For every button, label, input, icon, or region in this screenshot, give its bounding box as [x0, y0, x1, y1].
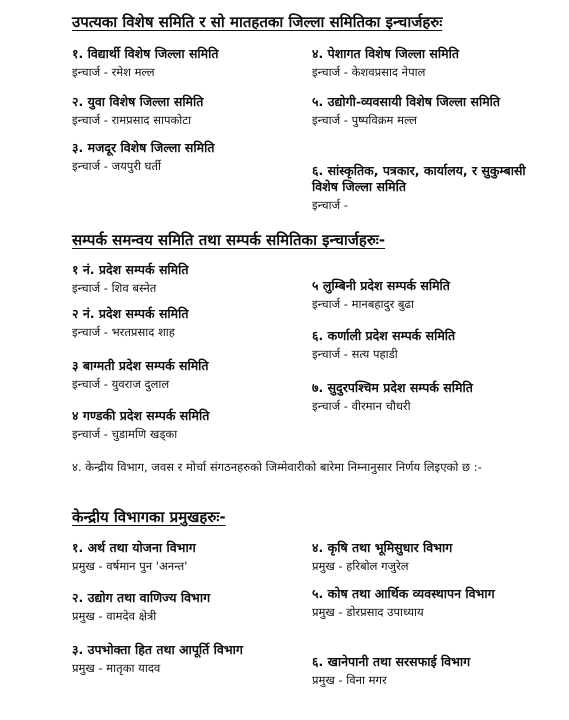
item-title: ६. सांस्कृतिक, पत्रकार, कार्यालय, र सुकुम्बासी विशेष जिल्ला समिति — [312, 163, 526, 194]
list-item — [312, 654, 527, 688]
list-item — [312, 46, 527, 80]
item-incharge: इन्चार्ज - शिव बस्नेत — [72, 281, 157, 295]
item-incharge: इन्चार्ज - मानबहादुर बुढा — [312, 297, 414, 311]
list-item — [72, 408, 322, 442]
item-title: १ नं. प्रदेश सम्पर्क समिति — [72, 262, 189, 277]
item-incharge: इन्चार्ज - जयपुरी घर्ती — [72, 159, 161, 173]
item-title: २ नं. प्रदेश सम्पर्क समिति — [72, 306, 189, 321]
item-title: ६. खानेपानी तथा सरसफाई विभाग — [312, 654, 471, 669]
item-incharge: इन्चार्ज - रामप्रसाद सापकोटा — [72, 113, 192, 127]
list-item — [312, 278, 542, 312]
item-incharge: प्रमुख - हरिबोल गजुरेल — [312, 559, 409, 573]
list-item — [72, 306, 322, 340]
list-item — [72, 140, 322, 174]
item-incharge: इन्चार्ज - रमेश मल्ल — [72, 65, 155, 79]
list-item — [72, 540, 322, 574]
list-item — [72, 262, 322, 296]
item-incharge: इन्चार्ज - सत्य पहाडी — [312, 347, 398, 361]
list-item — [72, 46, 322, 80]
list-item — [72, 590, 322, 624]
list-item — [72, 358, 322, 392]
item-incharge: इन्चार्ज - भरतप्रसाद शाह — [72, 325, 175, 339]
list-item — [312, 328, 542, 362]
item-incharge: इन्चार्ज - चुडामणि खड्का — [72, 427, 178, 441]
item-incharge: प्रमुख - वामदेव क्षेत्री — [72, 609, 157, 623]
list-item — [312, 94, 527, 128]
item-title: ६. कर्णाली प्रदेश सम्पर्क समिति — [312, 328, 456, 343]
section-heading-valley-committees: उपत्यका विशेष समिति र सो मातहतका जिल्ला समितिका इन्चार्जहरुः — [72, 13, 443, 31]
item-incharge: प्रमुख - मातृका यादव — [72, 661, 161, 675]
list-item — [312, 540, 527, 574]
list-item — [72, 642, 322, 676]
item-title: २. युवा विशेष जिल्ला समिति — [72, 94, 204, 109]
item-title: ३ बाग्मती प्रदेश सम्पर्क समिति — [72, 358, 209, 373]
item-title: ५. कोष तथा आर्थिक व्यवस्थापन विभाग — [312, 586, 495, 601]
item-title: १. विद्यार्थी विशेष जिल्ला समिति — [72, 46, 219, 61]
item-title: १. अर्थ तथा योजना विभाग — [72, 540, 196, 555]
item-incharge: इन्चार्ज - पुष्पविक्रम मल्ल — [312, 113, 417, 127]
list-item — [312, 586, 527, 620]
item-incharge: इन्चार्ज - — [312, 198, 348, 212]
section-heading-central-departments: केन्द्रीय विभागका प्रमुखहरुः- — [72, 508, 226, 526]
item-incharge: प्रमुख - विना मगर — [312, 673, 387, 687]
item-incharge: इन्चार्ज - केशवप्रसाद नेपाल — [312, 65, 426, 79]
item-title: ४. पेशागत विशेष जिल्ला समिति — [312, 46, 459, 61]
item-title: ४. कृषि तथा भूमिसुधार विभाग — [312, 540, 453, 555]
list-item — [72, 94, 322, 128]
section-heading-contact-committees: सम्पर्क समन्वय समिति तथा सम्पर्क समितिका इन्चार्जहरुः- — [72, 231, 386, 249]
item-title: ३. उपभोक्ता हित तथा आपूर्ति विभाग — [72, 642, 243, 657]
item-title: ५. उद्योगी-व्यवसायी विशेष जिल्ला समिति — [312, 94, 501, 109]
item-incharge: इन्चार्ज - युवराज दुलाल — [72, 377, 170, 391]
item-title: ३. मजदूर विशेष जिल्ला समिति — [72, 140, 215, 155]
list-item — [312, 380, 542, 414]
item-title: ७. सुदुरपश्चिम प्रदेश सम्पर्क समिति — [312, 380, 473, 395]
list-item — [312, 163, 527, 213]
item-title: ५ लुम्बिनी प्रदेश सम्पर्क समिति — [312, 278, 450, 293]
decision-paragraph: ४. केन्द्रीय विभाग, जवस र मोर्चा संगठनहरुको जिम्मेवारीको बारेमा निम्नानुसार निर्णय लिइएको छ :- — [72, 460, 482, 474]
item-incharge: प्रमुख - डोरप्रसाद उपाध्याय — [312, 605, 424, 619]
item-title: ४ गण्डकी प्रदेश सम्पर्क समिति — [72, 408, 210, 423]
item-title: २. उद्योग तथा वाणिज्य विभाग — [72, 590, 211, 605]
item-incharge: इन्चार्ज - वीरमान चौधरी — [312, 399, 411, 413]
item-incharge: प्रमुख - वर्षमान पुन 'अनन्त' — [72, 559, 188, 573]
